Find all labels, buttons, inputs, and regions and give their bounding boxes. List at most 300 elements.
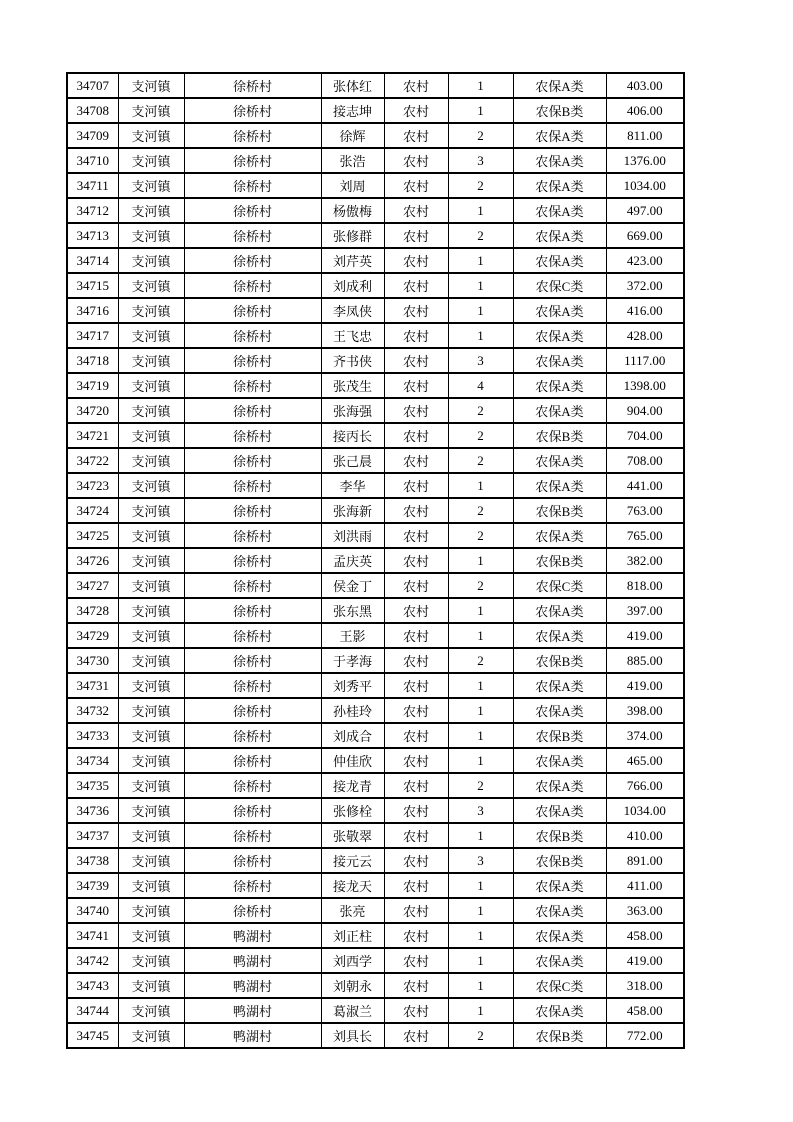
cell-village: 徐桥村 [184,673,321,698]
table-row [67,698,684,723]
cell-town: 支河镇 [118,648,184,673]
cell-amount: 397.00 [606,598,684,623]
cell-insurance-class: 农保C类 [513,273,606,298]
cell-area-type: 农村 [384,973,448,998]
table-row [67,73,684,98]
table-row [67,373,684,398]
cell-record-id: 34712 [67,198,118,223]
cell-person-name: 张敬翠 [321,823,384,848]
table-row [67,648,684,673]
cell-amount: 374.00 [606,723,684,748]
cell-village: 鸭湖村 [184,998,321,1023]
cell-town: 支河镇 [118,223,184,248]
table-row [67,598,684,623]
cell-town: 支河镇 [118,298,184,323]
cell-person-count: 2 [448,448,513,473]
cell-town: 支河镇 [118,323,184,348]
cell-amount: 458.00 [606,923,684,948]
cell-amount: 766.00 [606,773,684,798]
cell-insurance-class: 农保B类 [513,848,606,873]
cell-person-count: 2 [448,498,513,523]
cell-village: 徐桥村 [184,223,321,248]
table-row [67,248,684,273]
cell-record-id: 34722 [67,448,118,473]
cell-town: 支河镇 [118,148,184,173]
cell-person-count: 2 [448,1023,513,1048]
cell-person-count: 1 [448,323,513,348]
cell-person-count: 1 [448,898,513,923]
cell-person-name: 孟庆英 [321,548,384,573]
table-row [67,973,684,998]
cell-record-id: 34736 [67,798,118,823]
table-row [67,148,684,173]
cell-town: 支河镇 [118,973,184,998]
cell-person-count: 1 [448,248,513,273]
cell-insurance-class: 农保A类 [513,948,606,973]
cell-town: 支河镇 [118,673,184,698]
table-row [67,198,684,223]
cell-village: 鸭湖村 [184,948,321,973]
cell-amount: 372.00 [606,273,684,298]
cell-person-count: 1 [448,273,513,298]
cell-amount: 419.00 [606,673,684,698]
cell-area-type: 农村 [384,198,448,223]
cell-record-id: 34727 [67,573,118,598]
cell-village: 徐桥村 [184,498,321,523]
cell-area-type: 农村 [384,498,448,523]
cell-village: 徐桥村 [184,373,321,398]
cell-village: 徐桥村 [184,98,321,123]
cell-record-id: 34730 [67,648,118,673]
cell-person-name: 张海强 [321,398,384,423]
table-row [67,398,684,423]
cell-record-id: 34715 [67,273,118,298]
table-row [67,948,684,973]
cell-amount: 458.00 [606,998,684,1023]
cell-village: 徐桥村 [184,798,321,823]
cell-person-name: 接龙天 [321,873,384,898]
cell-town: 支河镇 [118,948,184,973]
cell-insurance-class: 农保A类 [513,448,606,473]
cell-person-name: 刘周 [321,173,384,198]
cell-person-count: 2 [448,423,513,448]
cell-record-id: 34708 [67,98,118,123]
cell-insurance-class: 农保A类 [513,923,606,948]
cell-insurance-class: 农保A类 [513,698,606,723]
cell-area-type: 农村 [384,623,448,648]
table-row [67,923,684,948]
cell-person-name: 孙桂玲 [321,698,384,723]
cell-area-type: 农村 [384,948,448,973]
cell-town: 支河镇 [118,348,184,373]
table-row [67,498,684,523]
cell-town: 支河镇 [118,798,184,823]
cell-village: 徐桥村 [184,598,321,623]
cell-person-count: 1 [448,198,513,223]
cell-area-type: 农村 [384,723,448,748]
cell-area-type: 农村 [384,73,448,98]
cell-person-name: 张修栓 [321,798,384,823]
cell-area-type: 农村 [384,798,448,823]
cell-person-name: 张修群 [321,223,384,248]
cell-record-id: 34735 [67,773,118,798]
cell-village: 徐桥村 [184,423,321,448]
cell-person-name: 接丙长 [321,423,384,448]
cell-village: 徐桥村 [184,723,321,748]
cell-town: 支河镇 [118,173,184,198]
cell-area-type: 农村 [384,448,448,473]
cell-town: 支河镇 [118,198,184,223]
table-row [67,423,684,448]
cell-insurance-class: 农保B类 [513,823,606,848]
cell-village: 徐桥村 [184,198,321,223]
cell-person-count: 1 [448,298,513,323]
cell-person-count: 1 [448,873,513,898]
cell-area-type: 农村 [384,823,448,848]
cell-record-id: 34742 [67,948,118,973]
cell-insurance-class: 农保A类 [513,523,606,548]
cell-village: 徐桥村 [184,623,321,648]
table-row [67,723,684,748]
cell-record-id: 34723 [67,473,118,498]
cell-village: 徐桥村 [184,273,321,298]
cell-record-id: 34714 [67,248,118,273]
cell-insurance-class: 农保A类 [513,298,606,323]
cell-town: 支河镇 [118,623,184,648]
cell-record-id: 34710 [67,148,118,173]
cell-person-name: 张体红 [321,73,384,98]
cell-insurance-class: 农保A类 [513,398,606,423]
cell-record-id: 34726 [67,548,118,573]
cell-person-count: 1 [448,598,513,623]
cell-insurance-class: 农保A类 [513,773,606,798]
cell-insurance-class: 农保A类 [513,798,606,823]
cell-village: 徐桥村 [184,773,321,798]
cell-insurance-class: 农保A类 [513,373,606,398]
cell-person-name: 齐书侠 [321,348,384,373]
cell-insurance-class: 农保A类 [513,148,606,173]
cell-town: 支河镇 [118,873,184,898]
table-row [67,748,684,773]
cell-insurance-class: 农保B类 [513,1023,606,1048]
payment-table-body [67,73,684,1048]
cell-insurance-class: 农保C类 [513,973,606,998]
cell-amount: 403.00 [606,73,684,98]
cell-record-id: 34720 [67,398,118,423]
cell-person-count: 2 [448,523,513,548]
cell-amount: 1398.00 [606,373,684,398]
cell-record-id: 34739 [67,873,118,898]
cell-insurance-class: 农保A类 [513,323,606,348]
cell-person-name: 王影 [321,623,384,648]
cell-village: 徐桥村 [184,148,321,173]
cell-town: 支河镇 [118,698,184,723]
table-row [67,1023,684,1048]
cell-area-type: 农村 [384,573,448,598]
cell-person-count: 1 [448,98,513,123]
cell-village: 徐桥村 [184,398,321,423]
cell-person-name: 张茂生 [321,373,384,398]
cell-village: 徐桥村 [184,248,321,273]
cell-insurance-class: 农保B类 [513,723,606,748]
cell-area-type: 农村 [384,98,448,123]
cell-person-count: 2 [448,123,513,148]
cell-person-name: 刘西学 [321,948,384,973]
cell-insurance-class: 农保A类 [513,748,606,773]
cell-record-id: 34721 [67,423,118,448]
table-row [67,173,684,198]
cell-person-count: 1 [448,823,513,848]
cell-area-type: 农村 [384,923,448,948]
cell-village: 鸭湖村 [184,1023,321,1048]
cell-record-id: 34740 [67,898,118,923]
cell-person-name: 接龙青 [321,773,384,798]
cell-amount: 419.00 [606,623,684,648]
cell-amount: 410.00 [606,823,684,848]
cell-amount: 1034.00 [606,798,684,823]
cell-record-id: 34725 [67,523,118,548]
cell-insurance-class: 农保B类 [513,548,606,573]
table-row [67,548,684,573]
cell-record-id: 34741 [67,923,118,948]
cell-area-type: 农村 [384,523,448,548]
cell-area-type: 农村 [384,173,448,198]
table-row [67,873,684,898]
cell-person-count: 3 [448,798,513,823]
cell-area-type: 农村 [384,473,448,498]
cell-person-count: 3 [448,348,513,373]
cell-town: 支河镇 [118,498,184,523]
cell-town: 支河镇 [118,573,184,598]
cell-record-id: 34707 [67,73,118,98]
cell-village: 徐桥村 [184,698,321,723]
cell-area-type: 农村 [384,698,448,723]
cell-area-type: 农村 [384,398,448,423]
cell-person-count: 1 [448,723,513,748]
cell-insurance-class: 农保A类 [513,348,606,373]
cell-village: 徐桥村 [184,473,321,498]
cell-insurance-class: 农保B类 [513,648,606,673]
cell-record-id: 34728 [67,598,118,623]
cell-person-count: 3 [448,848,513,873]
cell-person-name: 接志坤 [321,98,384,123]
cell-amount: 708.00 [606,448,684,473]
cell-person-count: 2 [448,773,513,798]
table-row [67,523,684,548]
cell-amount: 818.00 [606,573,684,598]
cell-person-name: 张海新 [321,498,384,523]
cell-area-type: 农村 [384,373,448,398]
cell-area-type: 农村 [384,848,448,873]
cell-person-name: 刘具长 [321,1023,384,1048]
cell-person-count: 1 [448,948,513,973]
cell-record-id: 34734 [67,748,118,773]
cell-amount: 363.00 [606,898,684,923]
cell-town: 支河镇 [118,773,184,798]
cell-record-id: 34733 [67,723,118,748]
table-row [67,573,684,598]
cell-amount: 423.00 [606,248,684,273]
table-row [67,123,684,148]
cell-person-count: 1 [448,998,513,1023]
cell-area-type: 农村 [384,1023,448,1048]
table-row [67,898,684,923]
cell-amount: 1376.00 [606,148,684,173]
cell-town: 支河镇 [118,473,184,498]
table-row [67,298,684,323]
cell-record-id: 34724 [67,498,118,523]
cell-area-type: 农村 [384,248,448,273]
cell-insurance-class: 农保A类 [513,623,606,648]
cell-amount: 465.00 [606,748,684,773]
cell-insurance-class: 农保B类 [513,98,606,123]
cell-area-type: 农村 [384,673,448,698]
cell-village: 徐桥村 [184,323,321,348]
cell-area-type: 农村 [384,273,448,298]
cell-insurance-class: 农保A类 [513,198,606,223]
cell-village: 徐桥村 [184,523,321,548]
cell-amount: 885.00 [606,648,684,673]
table-row [67,773,684,798]
cell-insurance-class: 农保A类 [513,998,606,1023]
cell-record-id: 34731 [67,673,118,698]
cell-person-count: 1 [448,548,513,573]
table-row [67,223,684,248]
cell-amount: 669.00 [606,223,684,248]
cell-town: 支河镇 [118,823,184,848]
cell-area-type: 农村 [384,598,448,623]
cell-village: 鸭湖村 [184,923,321,948]
table-row [67,98,684,123]
cell-record-id: 34718 [67,348,118,373]
cell-amount: 382.00 [606,548,684,573]
cell-amount: 419.00 [606,948,684,973]
cell-person-name: 张浩 [321,148,384,173]
cell-village: 徐桥村 [184,748,321,773]
cell-amount: 891.00 [606,848,684,873]
cell-person-name: 仲佳欣 [321,748,384,773]
cell-person-name: 李凤侠 [321,298,384,323]
cell-person-name: 刘芹英 [321,248,384,273]
cell-person-count: 1 [448,973,513,998]
cell-record-id: 34717 [67,323,118,348]
cell-area-type: 农村 [384,148,448,173]
cell-person-name: 张亮 [321,898,384,923]
table-row [67,348,684,373]
cell-person-count: 1 [448,673,513,698]
cell-area-type: 农村 [384,773,448,798]
cell-town: 支河镇 [118,373,184,398]
cell-village: 徐桥村 [184,898,321,923]
cell-person-name: 侯金丁 [321,573,384,598]
cell-insurance-class: 农保B类 [513,423,606,448]
cell-amount: 406.00 [606,98,684,123]
cell-record-id: 34713 [67,223,118,248]
cell-town: 支河镇 [118,98,184,123]
cell-town: 支河镇 [118,723,184,748]
cell-village: 鸭湖村 [184,973,321,998]
cell-insurance-class: 农保A类 [513,473,606,498]
cell-insurance-class: 农保B类 [513,498,606,523]
table-row [67,798,684,823]
payment-table [66,72,685,1049]
cell-record-id: 34738 [67,848,118,873]
cell-village: 徐桥村 [184,448,321,473]
cell-insurance-class: 农保A类 [513,898,606,923]
cell-area-type: 农村 [384,648,448,673]
table-row [67,673,684,698]
cell-village: 徐桥村 [184,848,321,873]
cell-person-count: 1 [448,473,513,498]
cell-person-count: 1 [448,923,513,948]
cell-area-type: 农村 [384,548,448,573]
table-row [67,848,684,873]
cell-town: 支河镇 [118,748,184,773]
table-row [67,448,684,473]
cell-town: 支河镇 [118,898,184,923]
cell-area-type: 农村 [384,223,448,248]
cell-area-type: 农村 [384,898,448,923]
cell-village: 徐桥村 [184,873,321,898]
cell-insurance-class: 农保C类 [513,573,606,598]
cell-town: 支河镇 [118,523,184,548]
cell-person-name: 于孝海 [321,648,384,673]
cell-record-id: 34709 [67,123,118,148]
cell-insurance-class: 农保A类 [513,673,606,698]
cell-insurance-class: 农保A类 [513,223,606,248]
cell-area-type: 农村 [384,348,448,373]
cell-area-type: 农村 [384,748,448,773]
cell-area-type: 农村 [384,998,448,1023]
cell-person-name: 接元云 [321,848,384,873]
cell-person-name: 刘秀平 [321,673,384,698]
cell-village: 徐桥村 [184,548,321,573]
cell-amount: 428.00 [606,323,684,348]
cell-town: 支河镇 [118,398,184,423]
cell-village: 徐桥村 [184,348,321,373]
cell-village: 徐桥村 [184,298,321,323]
cell-insurance-class: 农保A类 [513,73,606,98]
cell-record-id: 34744 [67,998,118,1023]
cell-village: 徐桥村 [184,648,321,673]
cell-village: 徐桥村 [184,123,321,148]
cell-town: 支河镇 [118,448,184,473]
table-row [67,623,684,648]
cell-person-count: 1 [448,623,513,648]
cell-amount: 416.00 [606,298,684,323]
cell-person-name: 葛淑兰 [321,998,384,1023]
cell-area-type: 农村 [384,423,448,448]
cell-area-type: 农村 [384,298,448,323]
cell-village: 徐桥村 [184,823,321,848]
cell-amount: 441.00 [606,473,684,498]
cell-person-count: 2 [448,648,513,673]
cell-record-id: 34729 [67,623,118,648]
cell-amount: 411.00 [606,873,684,898]
cell-person-count: 2 [448,398,513,423]
cell-record-id: 34716 [67,298,118,323]
cell-amount: 1034.00 [606,173,684,198]
cell-person-name: 李华 [321,473,384,498]
cell-insurance-class: 农保A类 [513,598,606,623]
cell-town: 支河镇 [118,73,184,98]
cell-person-name: 刘朝永 [321,973,384,998]
cell-record-id: 34745 [67,1023,118,1048]
cell-person-count: 2 [448,573,513,598]
cell-village: 徐桥村 [184,573,321,598]
cell-amount: 811.00 [606,123,684,148]
cell-village: 徐桥村 [184,73,321,98]
